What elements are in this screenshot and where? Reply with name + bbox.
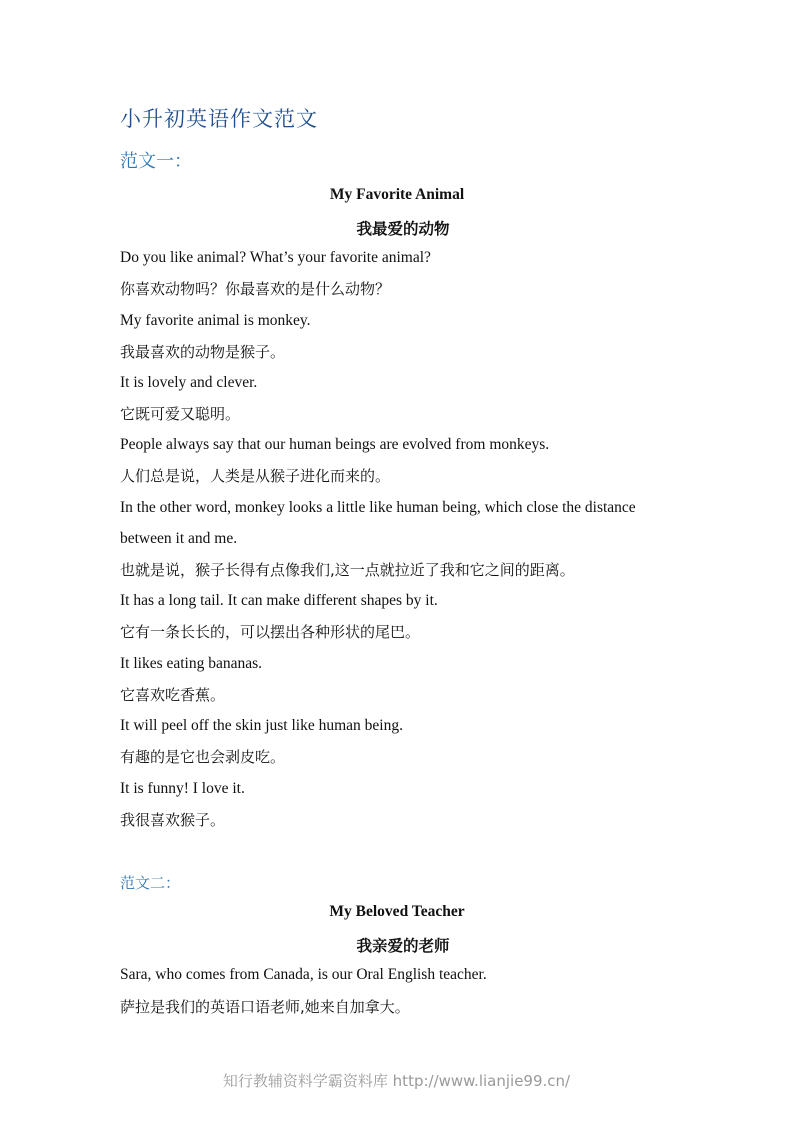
essay-1-line: 它既可爱又聪明。 (120, 405, 241, 423)
essay-1-line: 我最喜欢的动物是猴子。 (120, 343, 286, 361)
page-title: 小升初英语作文范文 (120, 107, 318, 131)
essay-1-line: 它有一条长长的，可以摆出各种形状的尾巴。 (120, 623, 421, 641)
essay-1-line: 有趣的是它也会剥皮吃。 (120, 748, 286, 766)
essay-1-line: In the other word, monkey looks a little like human being, which close the distance (120, 499, 636, 516)
essay-1-heading: 范文一： (120, 151, 192, 172)
essay-2-title-zh: 我亲爱的老师 (356, 937, 450, 955)
essay-1-line: 你喜欢动物吗？你最喜欢的是什么动物？ (120, 280, 391, 298)
essay-1-line: It is funny! I love it. (120, 780, 245, 797)
essay-2-title-en: My Beloved Teacher (329, 903, 465, 920)
footer-watermark: 知行教辅资料学霸资料库 http://www.lianjie99.cn/ (222, 1072, 571, 1090)
essay-2-line: Sara, who comes from Canada, is our Oral English teacher. (120, 966, 487, 983)
essay-1-line: 我很喜欢猴子。 (120, 811, 226, 829)
essay-1-title-zh: 我最爱的动物 (356, 220, 450, 238)
essay-2-heading: 范文二： (120, 874, 181, 892)
essay-2-line: 萨拉是我们的英语口语老师,她来自加拿大。 (120, 998, 410, 1016)
essay-1-line: People always say that our human beings are evolved from monkeys. (120, 436, 550, 453)
essay-1-line: between it and me. (120, 530, 238, 547)
essay-1-line: 也就是说，猴子长得有点像我们,这一点就拉近了我和它之间的距离。 (120, 561, 575, 579)
essay-1-line: 它喜欢吃香蕉。 (120, 686, 226, 704)
essay-1-title-en: My Favorite Animal (329, 186, 465, 203)
essay-1-line: Do you like animal? What’s your favorite animal? (120, 249, 431, 266)
essay-1-line: It has a long tail. It can make different shapes by it. (120, 592, 438, 609)
essay-1-line: It is lovely and clever. (120, 374, 258, 391)
essay-1-line: 人们总是说，人类是从猴子进化而来的。 (120, 467, 391, 485)
essay-1-line: It will peel off the skin just like human being. (120, 717, 403, 734)
essay-1-line: My favorite animal is monkey. (120, 312, 311, 329)
essay-1-line: It likes eating bananas. (120, 655, 263, 672)
